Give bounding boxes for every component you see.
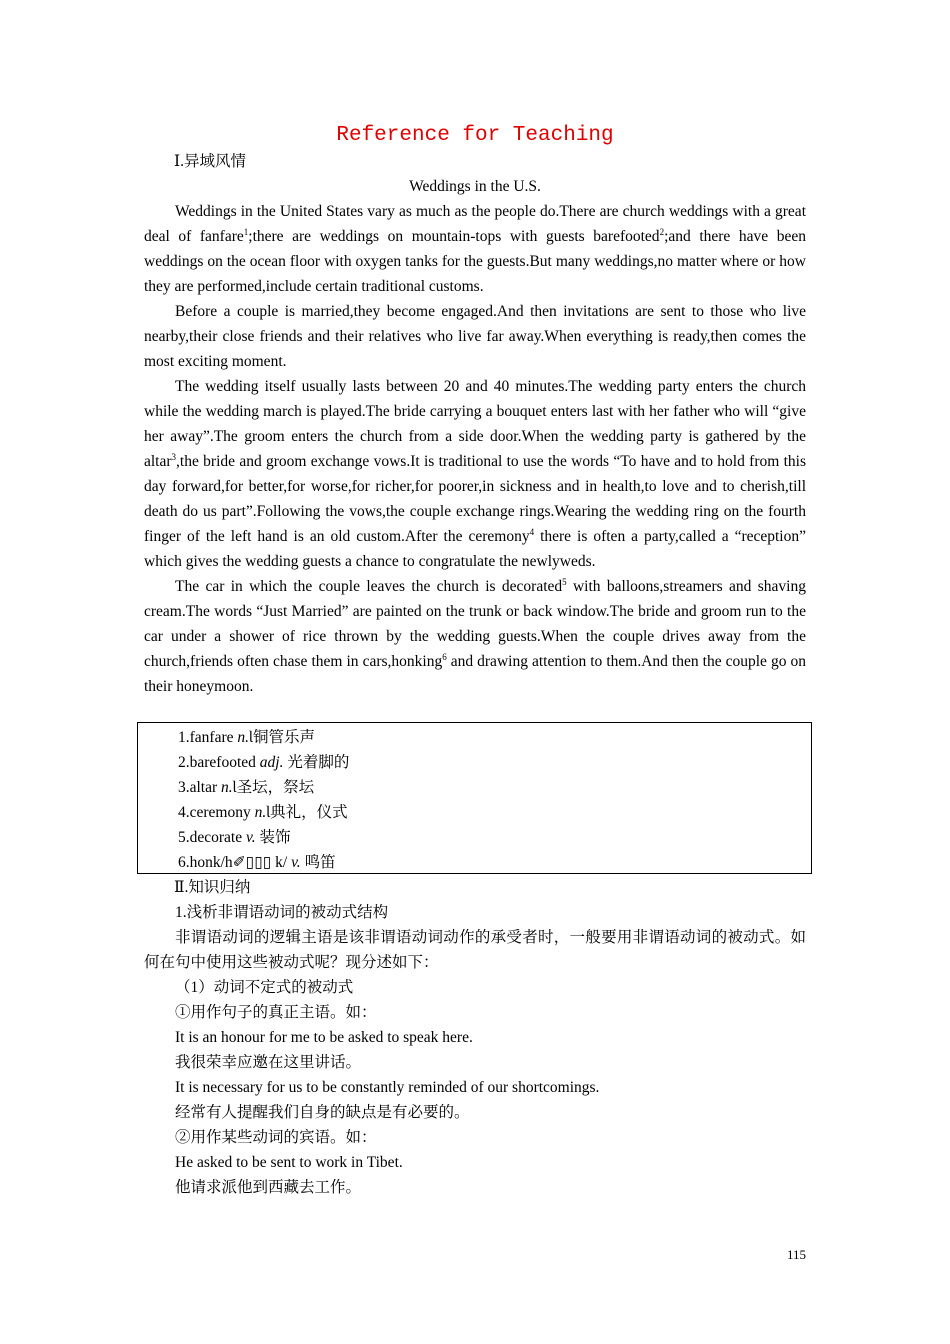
vocab-pos: v. — [291, 854, 301, 871]
section-1-heading: Ⅰ.异域风情 — [174, 153, 246, 170]
footnote-marker-5: 5 — [562, 576, 567, 587]
paragraph-4-text-c: and drawing attention to them.And then the couple go on their honeymoon. — [144, 653, 806, 695]
vocab-pos: n. — [221, 779, 233, 796]
section-1 — [144, 149, 806, 699]
section-2 — [144, 875, 806, 1200]
vocab-word: 6.honk/h — [178, 854, 233, 871]
vocab-item — [138, 725, 811, 750]
subheading-passive: 1.浅析非谓语动词的被动式结构 — [175, 904, 389, 921]
subheading-infinitive: （1）动词不定式的被动式 — [175, 979, 354, 996]
vocab-pos: adj. — [259, 754, 284, 771]
vocab-pos: n. — [254, 804, 267, 821]
example-2-en: It is necessary for us to be constantly reminded of our shortcomings. — [175, 1079, 600, 1096]
paragraph-1-text-a: Weddings in the United States vary as much as the people do.There are church weddings with a great deal of fanfare — [144, 203, 806, 245]
paragraph-2: Before a couple is married,they become engaged.And then invitations are sent to those who live nearby,their close friends and their relatives who live far away.When everything is ready,then comes the most exciting moment. — [144, 303, 806, 370]
paragraph-4-text-b: with balloons,streamers and shaving cream.The words “Just Married” are painted on the trunk or back window.The bride and groom run to the car under a shower of rice thrown by the wedding guests.When the couple drives away from the church,friends often chase them in cars,honking — [144, 578, 806, 670]
paragraph-3-text-a: The wedding itself usually lasts between 20 and 40 minutes.The wedding party enters the church while the wedding march is played.The bride carrying a bouquet enters last with her father who will “give her away”.The groom enters the church from a side door.When the wedding party is gathered by the altar — [144, 378, 806, 470]
vocab-meaning: 圣坛，祭坛 — [236, 779, 315, 796]
paragraph-4 — [144, 574, 806, 699]
example-3-cn: 他请求派他到西藏去工作。 — [175, 1179, 362, 1196]
vocab-item — [138, 825, 811, 850]
footnote-marker-3: 3 — [171, 451, 177, 462]
footnote-marker-6: 6 — [442, 651, 447, 662]
paragraph-1-text-c: ;and there have been weddings on the ocean floor with oxygen tanks for the guests.But many weddings,no matter where or how they are performed,include certain traditional customs. — [144, 228, 806, 295]
vocab-meaning: 典礼，仪式 — [270, 804, 348, 821]
article-title: Weddings in the U.S. — [409, 178, 541, 195]
vocab-meaning: 鸣笛 — [300, 854, 336, 871]
example-2-cn: 经常有人提醒我们自身的缺点是有必要的。 — [175, 1104, 470, 1121]
usage-item-1: ①用作句子的真正主语。如： — [175, 1004, 377, 1021]
vocab-word: 5.decorate — [178, 829, 246, 846]
vocab-pos: n. — [237, 729, 249, 746]
vocab-meaning: 装饰 — [255, 829, 291, 846]
vocab-pos: v. — [246, 829, 256, 846]
footnote-marker-1: 1 — [243, 226, 249, 237]
paragraph-4-text-a: The car in which the couple leaves the church is decorated — [175, 578, 563, 595]
paragraph-3 — [144, 374, 806, 574]
vocab-item — [138, 775, 811, 800]
usage-item-2: ②用作某些动词的宾语。如： — [175, 1129, 377, 1146]
paragraph-1-text-b: ;there are weddings on mountain-tops with guests barefooted — [248, 228, 660, 245]
vocab-item — [138, 850, 811, 875]
vocabulary-box — [137, 722, 812, 874]
example-1-cn: 我很荣幸应邀在这里讲话。 — [175, 1054, 362, 1071]
vocab-meaning: 铜管乐声 — [252, 729, 315, 746]
section-2-heading: Ⅱ.知识归纳 — [174, 879, 251, 896]
footnote-marker-4: 4 — [529, 526, 535, 537]
example-1-en: It is an honour for me to be asked to speak here. — [175, 1029, 473, 1046]
vocab-word: 1.fanfare — [178, 729, 238, 746]
vocab-word: 2.barefooted — [178, 754, 260, 771]
vocab-meaning: 光着脚的 — [283, 754, 350, 771]
vocab-item — [138, 800, 811, 825]
example-3-en: He asked to be sent to work in Tibet. — [175, 1154, 403, 1171]
vocab-mark: ✐▯▯▯ k/ — [232, 854, 292, 871]
paragraph-3-text-b: ,the bride and groom exchange vows.It is traditional to use the words “To have and to hold from this day forward,for better,for worse,for richer,for poorer,in sickness and in health,to love and to cherish,till death do us part”.Following the vows,the couple exchange rings.Wearing the wedding ring on the fourth finger of the left hand is an old custom.After the ceremony — [144, 453, 806, 545]
paragraph-1 — [144, 199, 806, 299]
vocab-mark: Ɩ — [232, 779, 237, 796]
paragraph-3-text-c: there is often a party,called a “reception” which gives the wedding guests a chance to congratulate the newlyweds. — [144, 528, 806, 570]
vocab-item — [138, 750, 811, 775]
vocab-word: 4.ceremony — [178, 804, 255, 821]
vocab-mark: Ɩ — [266, 804, 271, 821]
page-number: 115 — [786, 1247, 806, 1262]
page-title: Reference for Teaching — [336, 124, 614, 147]
vocab-mark: Ɩ — [249, 729, 253, 746]
vocab-word: 3.altar — [178, 779, 222, 796]
intro-paragraph: 非谓语动词的逻辑主语是该非谓语动词动作的承受者时，一般要用非谓语动词的被动式。如何在句中使用这些被动式呢？现分述如下： — [144, 929, 806, 971]
footnote-marker-2: 2 — [659, 226, 665, 237]
